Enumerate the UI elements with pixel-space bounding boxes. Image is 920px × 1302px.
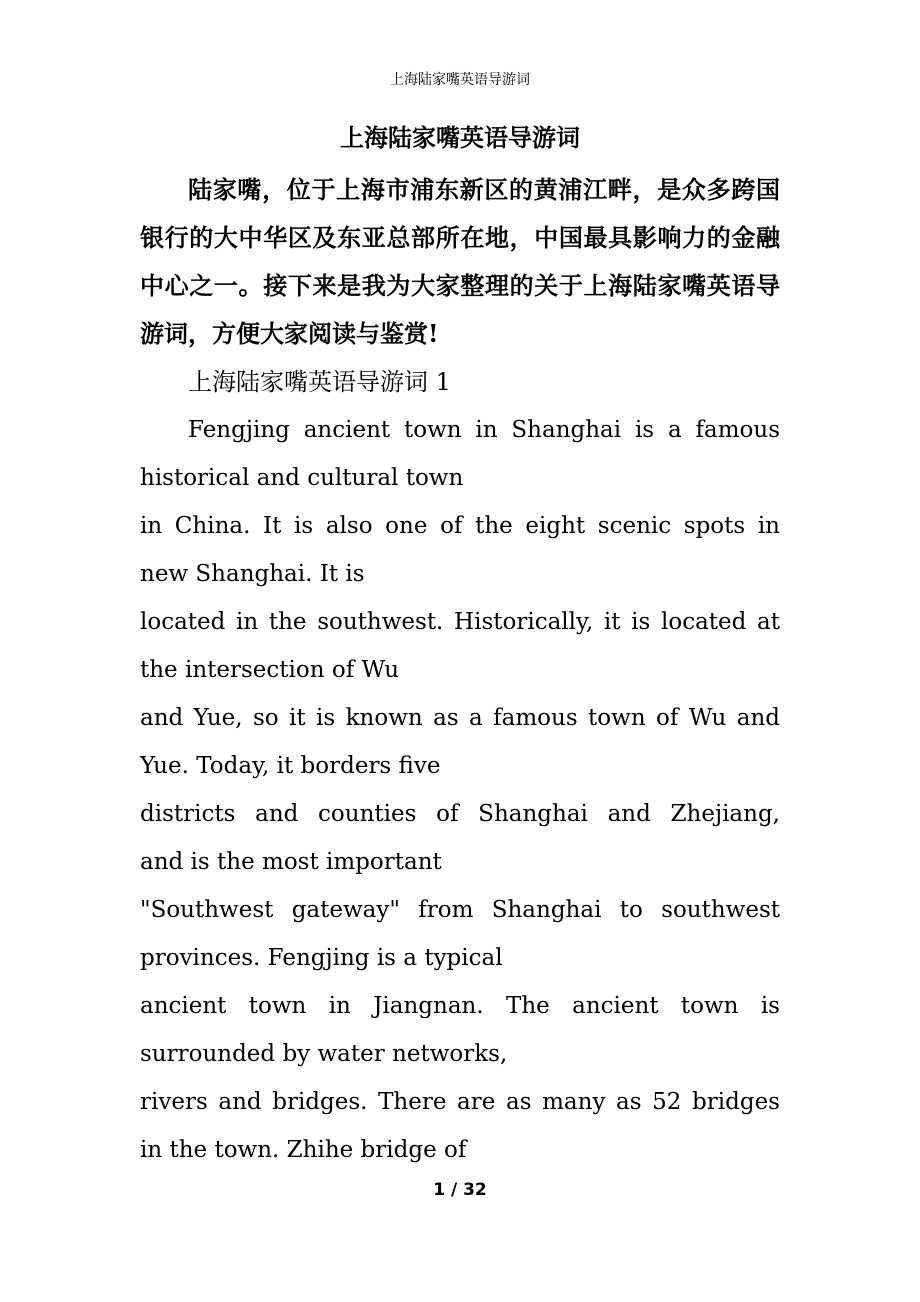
body-line: surrounded by water networks, [140, 1041, 508, 1067]
body-line: the intersection of Wu [140, 657, 400, 683]
body-line: in the town. Zhihe bridge of [140, 1137, 467, 1163]
body-line: "Southwest gateway" from Shanghai to southwest [140, 897, 780, 923]
body-line: districts and counties of Shanghai and Zhejiang, [140, 801, 780, 827]
body-line: Fengjing ancient town in Shanghai is a famous [188, 417, 780, 443]
intro-paragraph: 陆家嘴，位于上海市浦东新区的黄浦江畔，是众多跨国银行的大中华区及东亚总部所在地，中国最具影响力的金融中心之一。接下来是我为大家整理的关于上海陆家嘴英语导游词，方便大家阅读与鉴赏! [140, 175, 780, 348]
body-line: new Shanghai. It is [140, 561, 365, 587]
running-header: 上海陆家嘴英语导游词 [390, 72, 530, 88]
body-line: Yue. Today, it borders five [140, 753, 441, 779]
body-line: in China. It is also one of the eight scenic spots in [140, 513, 780, 539]
page-number: 1 / 32 [433, 1180, 487, 1200]
body-line: historical and cultural town [140, 465, 464, 491]
body-line: and Yue, so it is known as a famous town of Wu and [140, 705, 780, 731]
body-line: provinces. Fengjing is a typical [140, 945, 503, 971]
section-heading: 上海陆家嘴英语导游词 1 [188, 368, 451, 396]
body-line: ancient town in Jiangnan. The ancient town is [140, 993, 780, 1019]
body-line: and is the most important [140, 849, 442, 875]
body-line: rivers and bridges. There are as many as 52 bridges [140, 1089, 780, 1115]
document-title: 上海陆家嘴英语导游词 [340, 123, 580, 152]
body-line: located in the southwest. Historically, it is located at [140, 609, 780, 635]
body-text [140, 406, 780, 1174]
page-content [140, 118, 780, 1174]
